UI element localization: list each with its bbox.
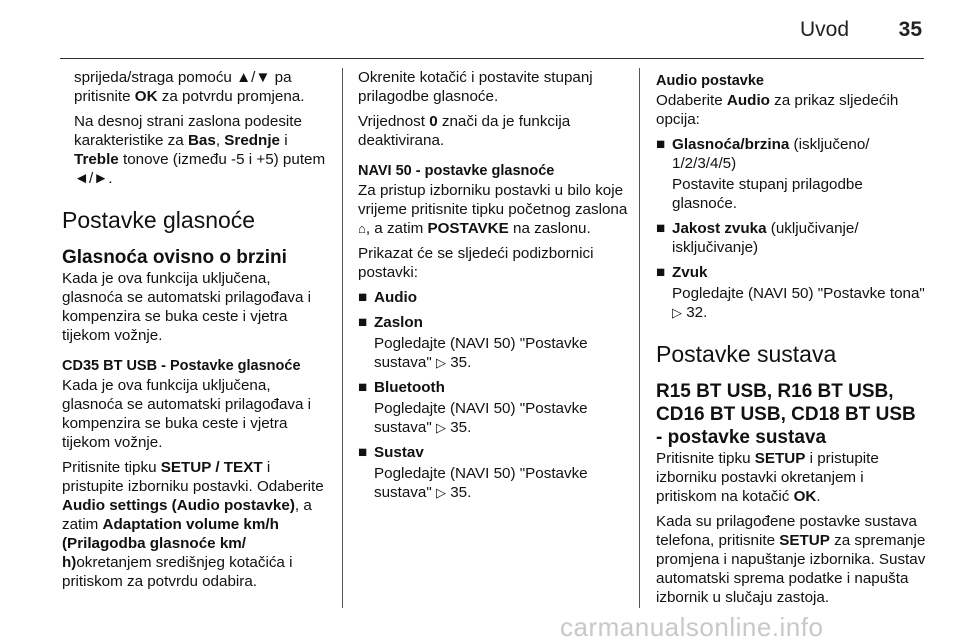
column-divider <box>342 68 343 608</box>
paragraph: Kada je ova funkcija uključena, glasnoća se automatski prilagođava i kompenzira se buka ceste i vjetra tijekom vožnje. <box>62 270 312 344</box>
paragraph: Kada je ova funkcija uključena, glasnoća se automatski prilagođava i kompenzira se buka ceste i vjetra tijekom vožnje. <box>62 377 312 451</box>
minor-heading: CD35 BT USB - Postavke glasnoće <box>62 358 301 374</box>
subsection-heading: R15 BT USB, R16 BT USB, CD16 BT USB, CD18 BT USB - postavke sustava <box>656 381 916 448</box>
column-left <box>62 68 332 597</box>
list-item: ■ Sustav Pogledajte (NAVI 50) "Postavke sustava" ▷ 35. <box>358 444 588 501</box>
subsection-heading: Glasnoća ovisno o brzini <box>62 247 287 268</box>
paragraph: Pritisnite tipku SETUP i pristupite izborniku postavki okretanjem i pritiskom na kotačić OK. <box>656 450 879 505</box>
reference-arrow-icon: ▷ <box>672 305 682 320</box>
list-item: ■ Zvuk Pogledajte (NAVI 50) "Postavke tona" ▷ 32. <box>656 264 925 321</box>
list-item: ■ Glasnoća/brzina (isključeno/ 1/2/3/4/5) Postavite stupanj prilagodbe glasnoće. <box>656 136 870 212</box>
bullet-icon: ■ <box>656 264 666 281</box>
up-arrow-icon: ▲ <box>236 69 252 86</box>
reference-arrow-icon: ▷ <box>435 355 446 370</box>
home-icon: ⌂ <box>358 221 366 236</box>
bullet-icon: ■ <box>656 136 666 153</box>
bullet-icon: ■ <box>358 379 368 396</box>
list-item: ■ Audio <box>358 289 418 306</box>
bullet-icon: ■ <box>656 220 666 237</box>
paragraph: Pritisnite tipku SETUP / TEXT i pristupite izborniku postavki. Odaberite Audio settings (Audio postavke), a zatim Adaptation volume km/h (Prilagodba glasnoće km/ h)okretanjem središnjeg kotačića i pritiskom za potvrdu odabira. <box>62 459 324 590</box>
bullet-icon: ■ <box>358 314 368 331</box>
section-title: Uvod <box>800 18 850 41</box>
paragraph: Kada su prilagođene postavke sustava telefona, pritisnite SETUP za spremanje promjena i napuštanje izbornika. Sustav automatski sprema podatke i napušta izbornik u slučaju zastoja. <box>656 513 926 606</box>
list-item: ■ Jakost zvuka (uključivanje/ isključivanje) <box>656 220 859 256</box>
paragraph: Okrenite kotačić i postavite stupanj prilagodbe glasnoće. <box>358 69 593 105</box>
minor-heading: NAVI 50 - postavke glasnoće <box>358 163 555 179</box>
paragraph: sprijeda/straga pomoću ▲/▼ pa pritisnite OK za potvrdu promjena. <box>74 69 305 105</box>
paragraph: Na desnoj strani zaslona podesite karakteristike za Bas, Srednje i Treble tonove (između -5 i +5) putem ◄/►. <box>74 113 326 187</box>
paragraph: Prikazat će se sljedeći podizbornici postavki: <box>358 245 594 281</box>
list-item: ■ Zaslon Pogledajte (NAVI 50) "Postavke sustava" ▷ 35. <box>358 314 588 371</box>
section-heading: Postavke sustava <box>656 341 837 367</box>
reference-arrow-icon: ▷ <box>435 485 446 500</box>
right-arrow-icon: ► <box>93 170 109 187</box>
column-right <box>656 68 926 613</box>
left-arrow-icon: ◄ <box>74 170 90 187</box>
page-number: 35 <box>898 18 922 41</box>
bullet-icon: ■ <box>358 289 368 306</box>
paragraph: Za pristup izborniku postavki u bilo koje vrijeme pritisnite tipku početnog zaslona ⌂, a zatim POSTAVKE na zaslonu. <box>358 182 628 237</box>
page-header <box>0 0 960 62</box>
column-divider <box>639 68 640 608</box>
column-middle <box>358 68 628 508</box>
down-arrow-icon: ▼ <box>255 69 271 86</box>
paragraph: Vrijednost 0 znači da je funkcija deaktivirana. <box>358 113 571 149</box>
list-item: ■ Bluetooth Pogledajte (NAVI 50) "Postavke sustava" ▷ 35. <box>358 379 588 436</box>
section-heading: Postavke glasnoće <box>62 207 256 233</box>
bullet-icon: ■ <box>358 444 368 461</box>
reference-arrow-icon: ▷ <box>435 420 446 435</box>
minor-heading: Audio postavke <box>656 73 764 89</box>
header-rule <box>60 58 924 59</box>
paragraph: Odaberite Audio za prikaz sljedećih opcija: <box>656 92 899 128</box>
watermark: carmanualsonline.info <box>560 612 824 642</box>
